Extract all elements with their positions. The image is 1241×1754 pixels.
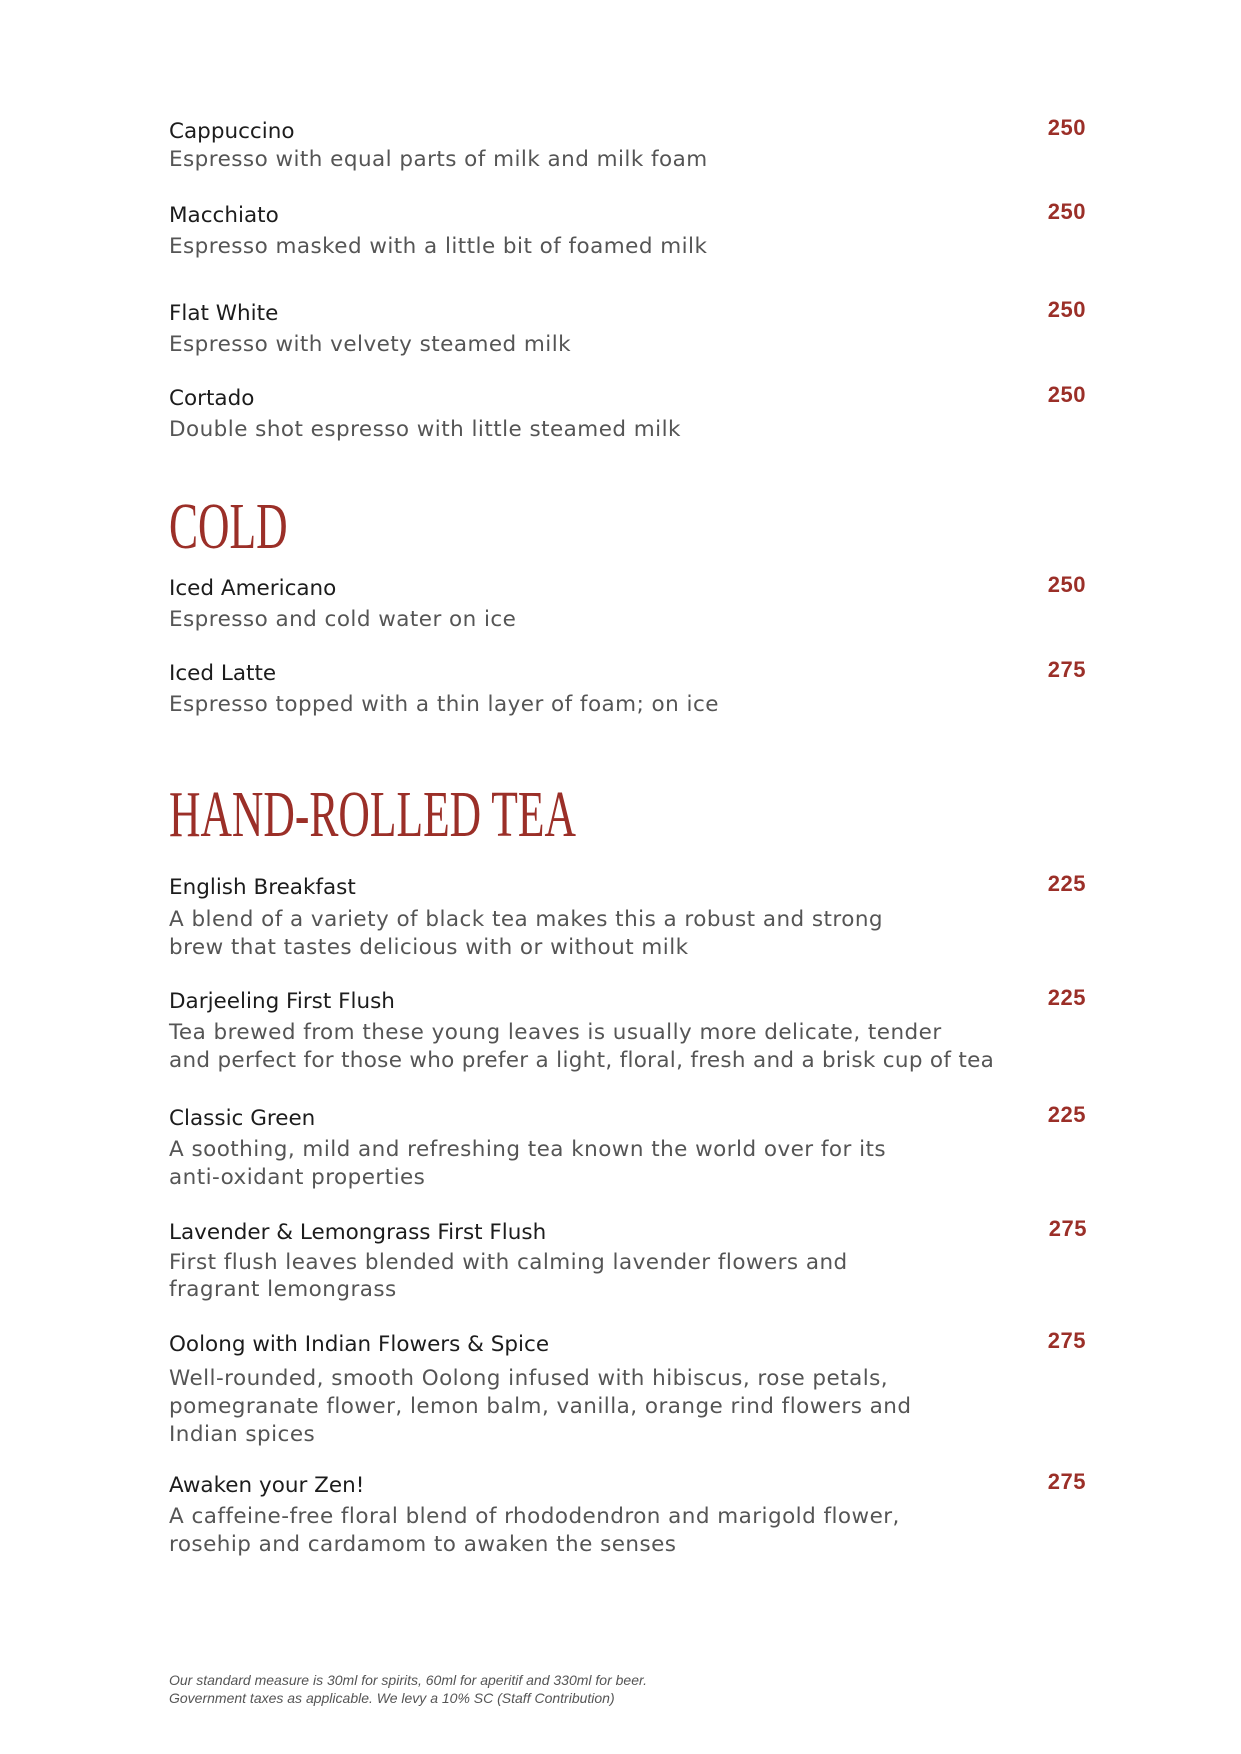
menu-item-iced-latte: [169, 657, 1089, 719]
item-name: Awaken your Zen!: [169, 1473, 365, 1498]
item-name: Cappuccino: [169, 119, 295, 144]
menu-item-awaken-your-zen: [169, 1469, 1089, 1559]
item-price: 250: [1047, 382, 1086, 407]
item-name: Iced Americano: [169, 576, 337, 601]
item-price: 225: [1047, 1102, 1086, 1127]
item-price: 250: [1047, 297, 1086, 322]
item-name: English Breakfast: [169, 875, 356, 900]
menu-item-macchiato: [169, 199, 1089, 261]
item-description: brew that tastes delicious with or without milk: [169, 935, 689, 960]
item-description: Double shot espresso with little steamed milk: [169, 417, 681, 442]
item-price: 250: [1047, 115, 1086, 140]
item-name: Oolong with Indian Flowers & Spice: [169, 1332, 550, 1357]
menu-item-english-breakfast: [169, 871, 1089, 962]
menu-item-cortado: [169, 382, 1089, 444]
footer-line-measures: Our standard measure is 30ml for spirits, 60ml for aperitif and 330ml for beer.: [169, 1672, 648, 1688]
item-price: 275: [1048, 1216, 1087, 1241]
menu-item-darjeeling-first-flush: [169, 985, 1089, 1075]
item-name: Cortado: [169, 386, 255, 411]
footer-line-taxes: Government taxes as applicable. We levy a 10% SC (Staff Contribution): [169, 1690, 615, 1706]
item-price: 275: [1047, 1469, 1086, 1494]
section-heading-hand-rolled-tea: HAND-ROLLED TEA: [169, 778, 576, 851]
item-description: Tea brewed from these young leaves is usually more delicate, tender: [169, 1020, 942, 1045]
item-description: First flush leaves blended with calming lavender flowers and: [169, 1250, 848, 1275]
menu-item-classic-green: [169, 1102, 1089, 1192]
item-description: pomegranate flower, lemon balm, vanilla, orange rind flowers and: [169, 1394, 912, 1419]
item-description: Indian spices: [169, 1422, 316, 1447]
item-description: A soothing, mild and refreshing tea known the world over for its: [169, 1137, 887, 1162]
item-price: 275: [1047, 1328, 1086, 1353]
item-description: Espresso topped with a thin layer of foam; on ice: [169, 692, 719, 717]
item-description: A blend of a variety of black tea makes this a robust and strong: [169, 907, 884, 932]
menu-item-oolong: [169, 1328, 1089, 1449]
item-description: and perfect for those who prefer a light, floral, fresh and a brisk cup of tea: [169, 1048, 995, 1073]
item-price: 250: [1047, 199, 1086, 224]
item-description: Espresso and cold water on ice: [169, 607, 517, 632]
item-description: rosehip and cardamom to awaken the senses: [169, 1532, 677, 1557]
item-name: Lavender & Lemongrass First Flush: [169, 1220, 547, 1245]
menu-item-iced-americano: [169, 572, 1089, 634]
menu-item-lavender-lemongrass: [169, 1216, 1089, 1303]
item-description: fragrant lemongrass: [169, 1277, 397, 1302]
item-price: 225: [1047, 871, 1086, 896]
item-description: Espresso masked with a little bit of foamed milk: [169, 234, 708, 259]
item-description: Well-rounded, smooth Oolong infused with hibiscus, rose petals,: [169, 1366, 889, 1391]
item-description: Espresso with velvety steamed milk: [169, 332, 572, 357]
item-description: Espresso with equal parts of milk and milk foam: [169, 147, 708, 172]
item-price: 225: [1047, 985, 1086, 1010]
item-name: Iced Latte: [169, 661, 277, 686]
footer-note: [169, 1671, 647, 1707]
item-name: Classic Green: [169, 1106, 316, 1131]
item-name: Darjeeling First Flush: [169, 989, 395, 1014]
item-name: Flat White: [169, 301, 279, 326]
section-heading-cold: COLD: [169, 490, 288, 563]
item-description: A caffeine-free floral blend of rhododendron and marigold flower,: [169, 1504, 900, 1529]
menu-item-cappuccino: [169, 115, 1089, 174]
item-description: anti-oxidant properties: [169, 1165, 426, 1190]
item-price: 250: [1047, 572, 1086, 597]
item-name: Macchiato: [169, 203, 279, 228]
menu-item-flat-white: [169, 297, 1089, 359]
item-price: 275: [1047, 657, 1086, 682]
